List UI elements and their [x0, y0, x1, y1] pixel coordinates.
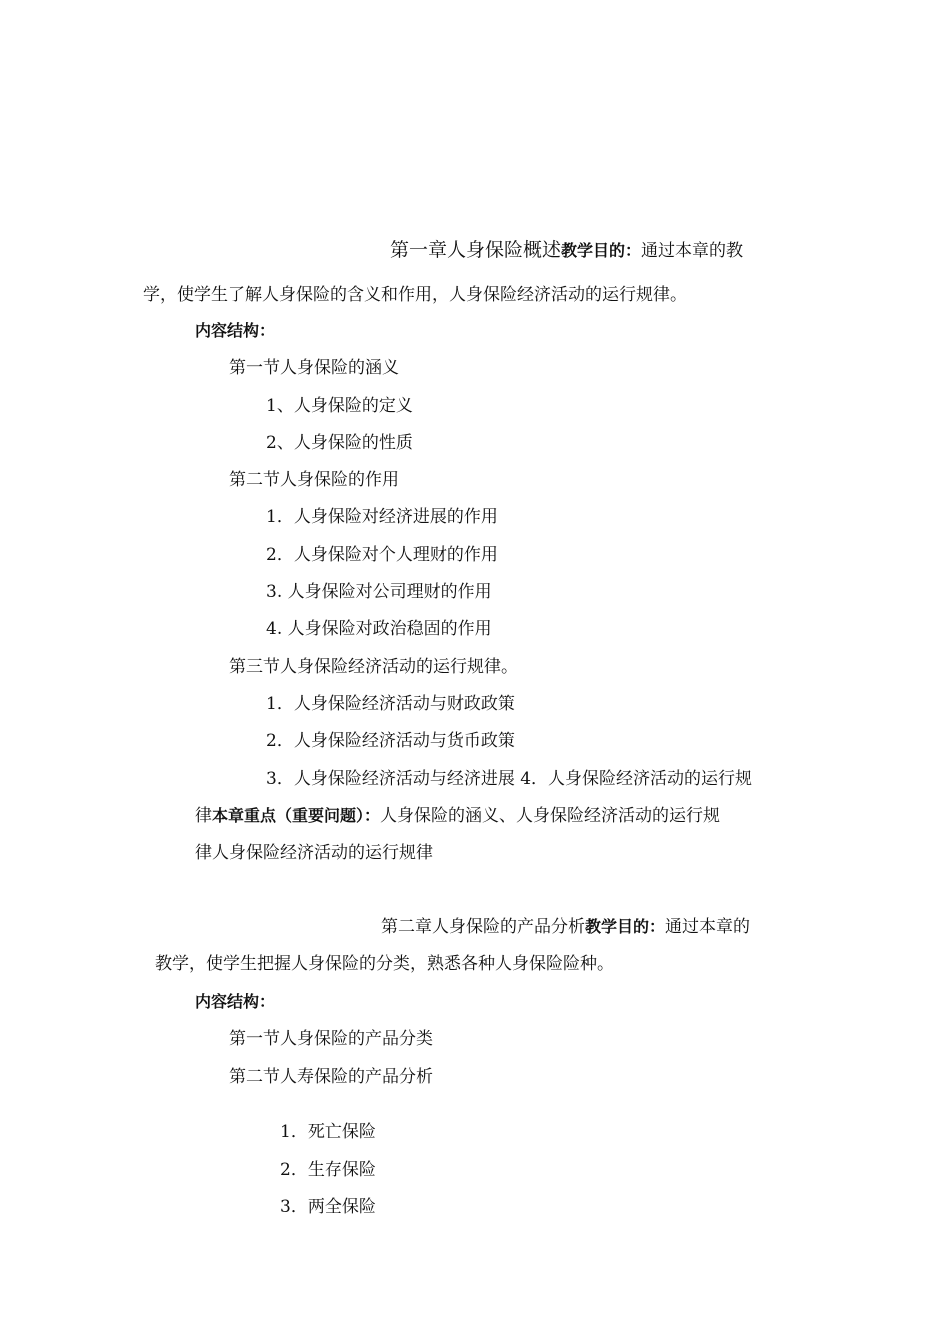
chapter1-section-1-item-1: 1、人身保险的定义 [266, 396, 413, 416]
chapter1-section-2-item-4: 4. 人身保险对政治稳固的作用 [266, 619, 492, 639]
chapter1-section-3-item-2: 2．人身保险经济活动与货币政策 [266, 731, 515, 751]
chapter1-structure-label: 内容结构： [195, 321, 276, 340]
chapter2-heading [381, 915, 750, 939]
chapter1-section-2-item-2: 2．人身保险对个人理财的作用 [266, 545, 498, 565]
chapter1-key-text-continuation: 律人身保险经济活动的运行规律 [195, 843, 433, 863]
chapter1-goal-label: 教学目的： [561, 241, 642, 260]
chapter1-item-4-continuation: 律 [195, 806, 212, 826]
chapter1-section-2-item-3: 3. 人身保险对公司理财的作用 [266, 582, 492, 602]
chapter1-section-3-item-1: 1．人身保险经济活动与财政政策 [266, 694, 515, 714]
chapter1-section-1-item-2: 2、人身保险的性质 [266, 433, 413, 453]
chapter2-goal-label: 教学目的： [585, 917, 666, 936]
chapter1-goal-continuation: 学，使学生了解人身保险的含义和作用，人身保险经济活动的运行规律。 [143, 285, 687, 305]
chapter2-section-2-item-1: 1．死亡保险 [280, 1122, 376, 1142]
chapter1-key-points [195, 804, 720, 828]
chapter1-heading [390, 238, 743, 263]
chapter2-structure-label: 内容结构： [195, 992, 276, 1011]
chapter2-goal-text: 通过本章的 [665, 917, 751, 937]
chapter2-section-2-title: 第二节人寿保险的产品分析 [229, 1067, 433, 1087]
chapter1-key-text: 人身保险的涵义、人身保险经济活动的运行规 [380, 806, 721, 826]
chapter1-section-1-title: 第一节人身保险的涵义 [229, 358, 399, 378]
chapter1-goal-text: 通过本章的教 [641, 241, 744, 261]
chapter1-key-label: 本章重点（重要问题）： [212, 806, 381, 825]
chapter1-section-2-item-1: 1．人身保险对经济进展的作用 [266, 507, 498, 527]
chapter1-section-3-item-3-4: 3．人身保险经济活动与经济进展 4．人身保险经济活动的运行规 [266, 769, 753, 789]
chapter1-section-3-title: 第三节人身保险经济活动的运行规律。 [229, 657, 518, 677]
chapter1-section-2-title: 第二节人身保险的作用 [229, 470, 399, 490]
chapter1-title: 第一章人身保险概述 [390, 239, 562, 261]
chapter2-section-1-title: 第一节人身保险的产品分类 [229, 1029, 433, 1049]
chapter2-section-2-item-3: 3．两全保险 [280, 1197, 376, 1217]
chapter2-section-2-item-2: 2．生存保险 [280, 1160, 376, 1180]
chapter2-goal-continuation: 教学，使学生把握人身保险的分类，熟悉各种人身保险险种。 [155, 954, 614, 974]
chapter2-title: 第二章人身保险的产品分析 [381, 917, 585, 937]
